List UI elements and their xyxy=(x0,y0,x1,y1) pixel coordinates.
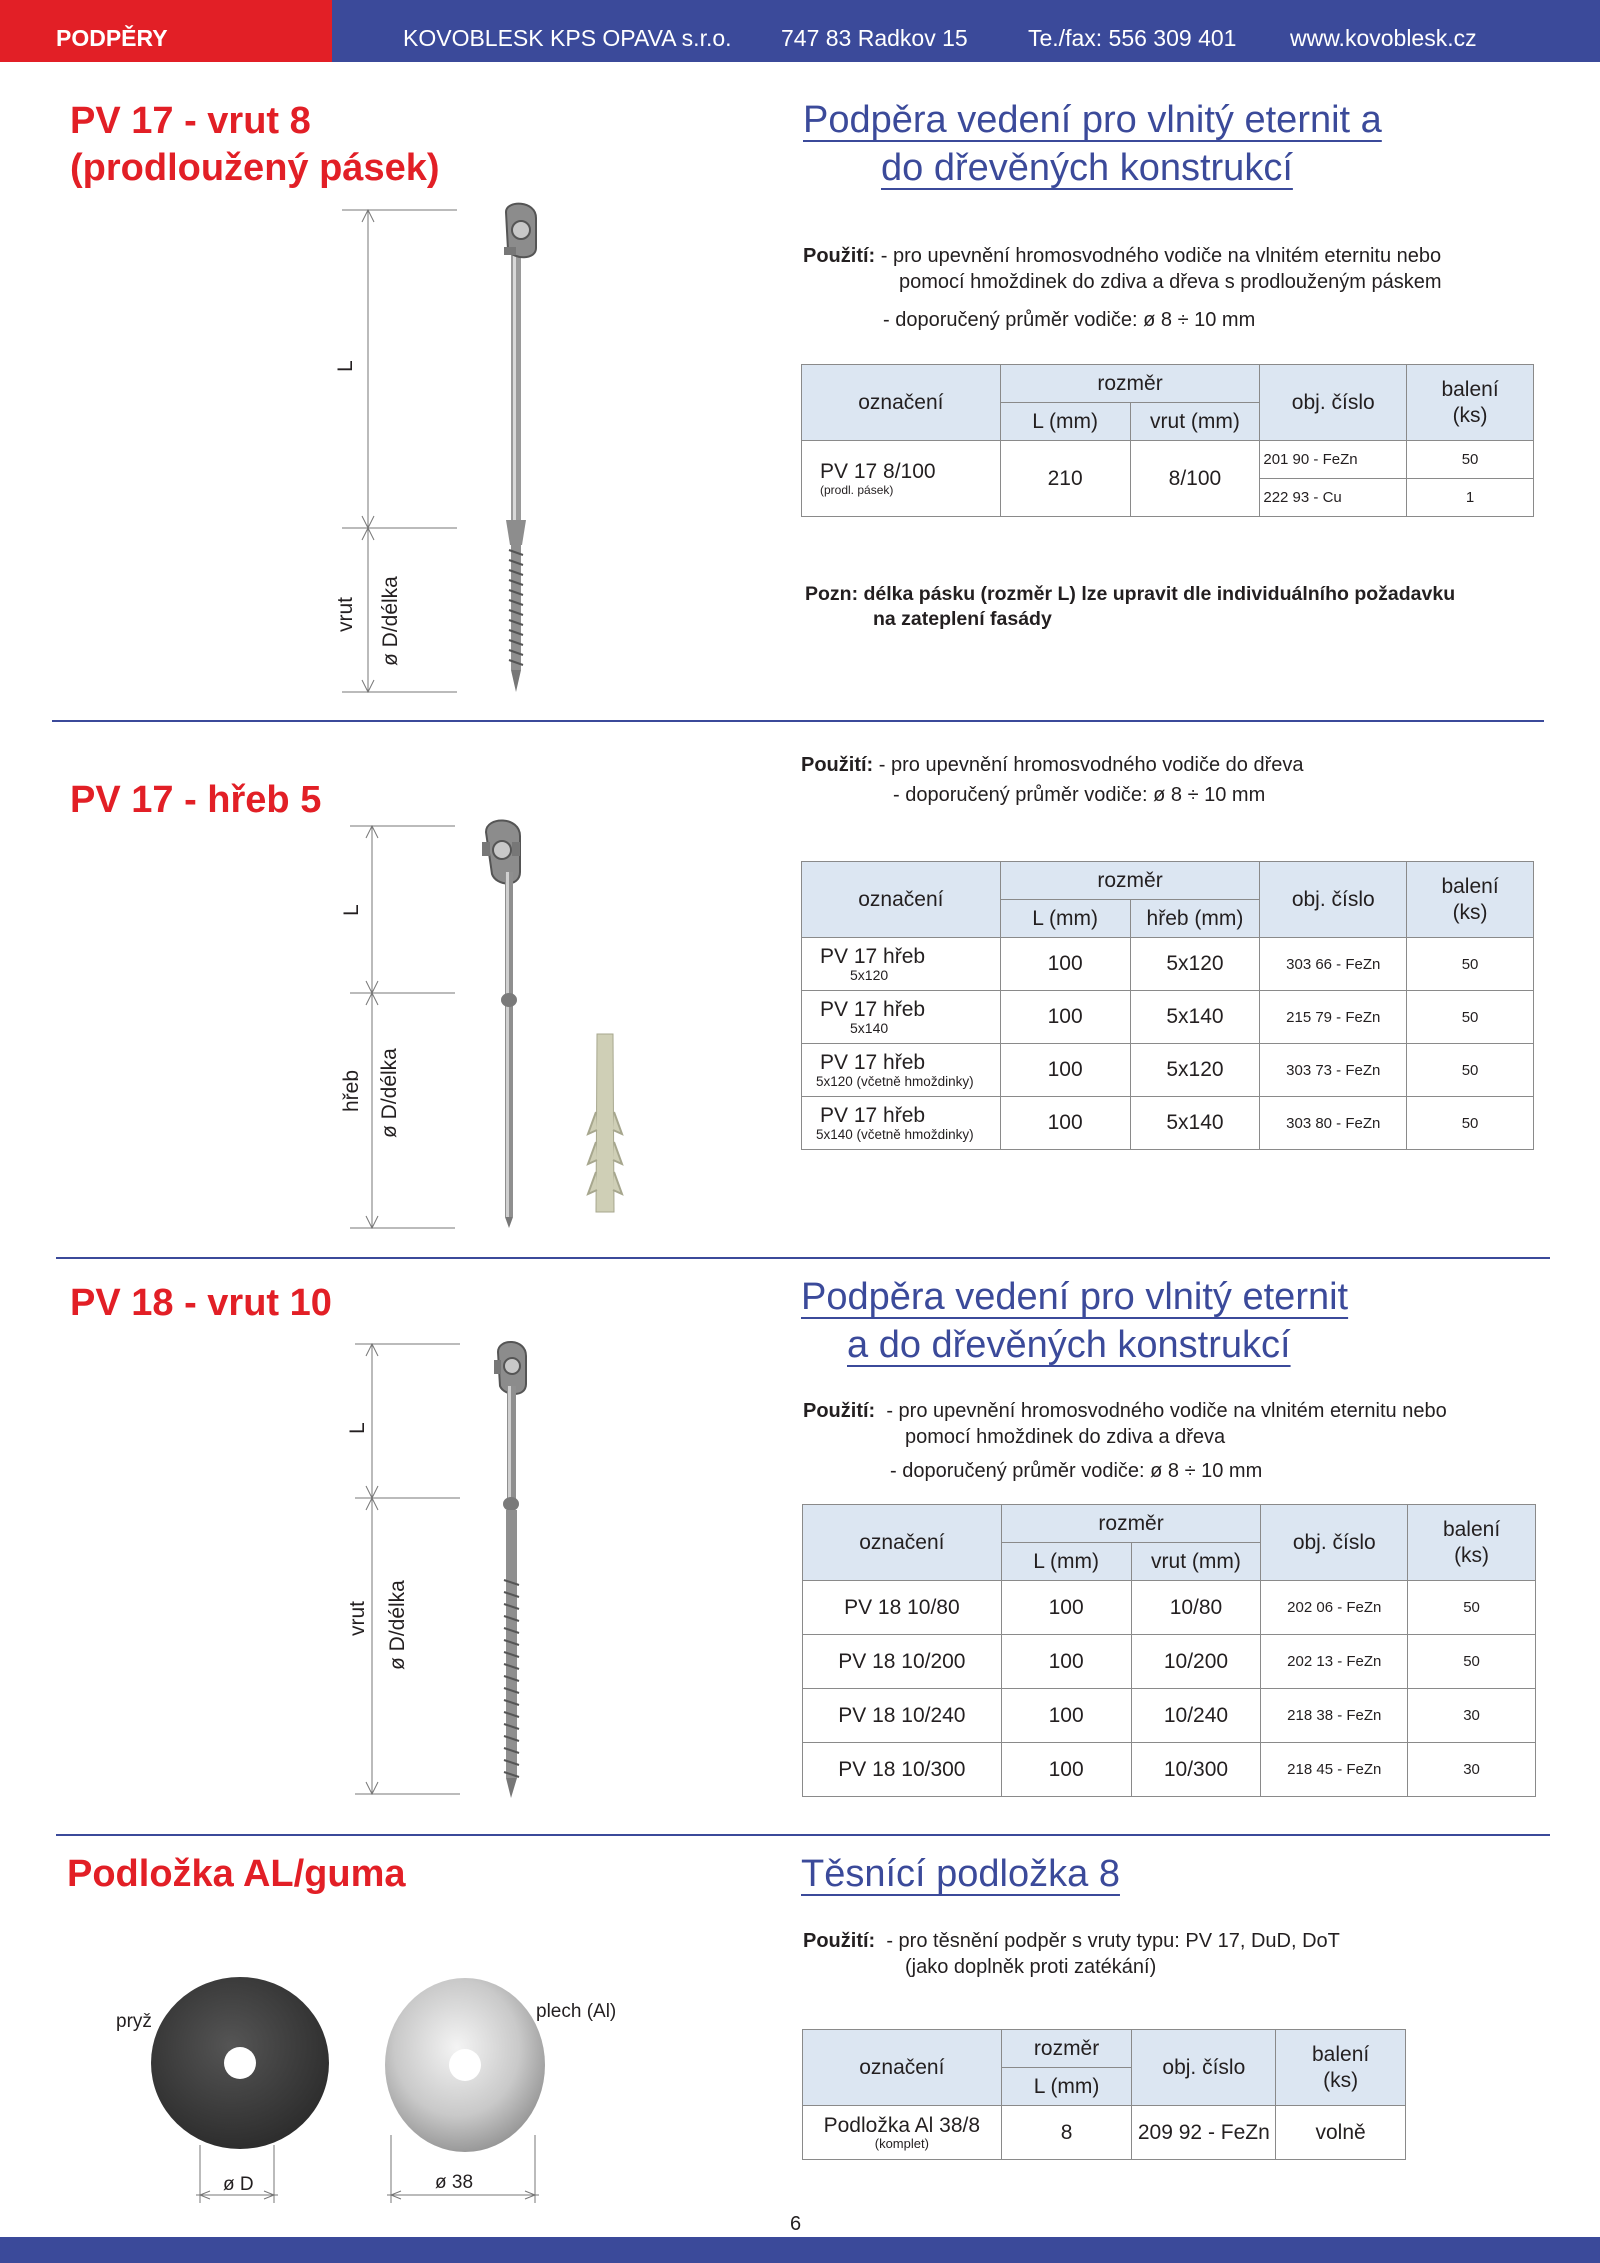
cell-vrut: 8/100 xyxy=(1130,441,1260,517)
spec-table xyxy=(802,2029,1406,2160)
section-heading-line1: Podpěra vedení pro vlnitý eternit a xyxy=(803,99,1382,141)
cell-size: 10/80 xyxy=(1131,1581,1261,1635)
usage-label: Použití: xyxy=(803,245,876,267)
page-number: 6 xyxy=(790,2213,802,2235)
cell-qty: 30 xyxy=(1408,1689,1536,1743)
section-heading xyxy=(801,1273,1348,1369)
usage-line: - pro těsnění podpěr s vruty typu: PV 17, DuD, DoT xyxy=(886,1930,1340,1952)
header-obj-cislo: obj. číslo xyxy=(1260,365,1407,441)
cell-size: 10/200 xyxy=(1131,1635,1261,1689)
header-L: L (mm) xyxy=(1000,403,1130,441)
cell-L: 8 xyxy=(1001,2106,1132,2160)
section-heading xyxy=(803,96,1382,192)
usage-line: - doporučený průměr vodiče: ø 8 ÷ 10 mm xyxy=(893,784,1266,806)
header-L: L (mm) xyxy=(1001,2068,1132,2106)
support-product-image xyxy=(494,1342,526,1798)
cell-size: 5x120 xyxy=(1130,1044,1260,1097)
cell-qty: 30 xyxy=(1408,1743,1536,1797)
company-website[interactable]: www.kovoblesk.cz xyxy=(1290,25,1477,51)
table-row xyxy=(803,1581,1536,1635)
section-heading-line: Těsnící podložka 8 xyxy=(801,1853,1120,1895)
cell-code: 202 06 - FeZn xyxy=(1261,1581,1408,1635)
header-rozmer: rozměr xyxy=(1000,365,1260,403)
spec-table xyxy=(801,364,1534,517)
header-rozmer: rozměr xyxy=(1000,862,1260,900)
cell-name: PV 18 10/200 xyxy=(803,1635,1002,1689)
header-rozmer: rozměr xyxy=(1001,2030,1132,2068)
usage-line: - pro upevnění hromosvodného vodiče do dřeva xyxy=(878,754,1304,776)
cell-name: PV 17 8/100 (prodl. pásek) xyxy=(802,441,1001,517)
cell-L: 100 xyxy=(1001,1743,1131,1797)
cell-L: 100 xyxy=(1001,1581,1131,1635)
spec-table xyxy=(801,861,1534,1150)
cell-L: 100 xyxy=(1001,1689,1131,1743)
usage-line: pomocí hmoždinek do zdiva a dřeva xyxy=(905,1426,1226,1448)
table-row xyxy=(802,1044,1534,1097)
footer-bar xyxy=(0,2237,1600,2263)
usage-line: - pro upevnění hromosvodného vodiče na vlnitém eternitu nebo xyxy=(886,1400,1447,1422)
product-title xyxy=(70,98,440,192)
product-title: Podložka AL/guma xyxy=(67,1853,406,1895)
table-row xyxy=(802,1097,1534,1150)
dimension-nail-label: hřeb xyxy=(340,1069,363,1112)
table-row xyxy=(802,938,1534,991)
usage-label: Použití: xyxy=(803,1930,876,1952)
cell-name: PV 17 hřeb 5x140 (včetně hmoždinky) xyxy=(802,1097,1001,1150)
dimension-L-label: L xyxy=(334,360,357,372)
cell-name: PV 17 hřeb 5x140 xyxy=(802,991,1001,1044)
cell-size: 5x140 xyxy=(1130,1097,1260,1150)
dimension-L-label: L xyxy=(346,1422,369,1434)
support-product-image xyxy=(482,820,520,1228)
dimension-screw-label: vrut xyxy=(346,1600,369,1636)
cell-L: 100 xyxy=(1000,1097,1130,1150)
table-row xyxy=(803,1635,1536,1689)
cell-name: PV 18 10/300 xyxy=(803,1743,1002,1797)
support-drawing xyxy=(300,1330,560,1810)
dimension-D-label: ø D xyxy=(223,2174,254,2195)
cell-L: 100 xyxy=(1000,991,1130,1044)
section-divider xyxy=(56,1257,1550,1259)
support-drawing xyxy=(300,812,660,1232)
aluminium-washer-image xyxy=(385,1978,545,2152)
cell-qty: 50 xyxy=(1407,441,1534,479)
cell-code: 303 66 - FeZn xyxy=(1260,938,1407,991)
cell-qty: volně xyxy=(1276,2106,1406,2160)
header-vrut: vrut (mm) xyxy=(1130,403,1260,441)
usage-text xyxy=(801,752,1304,808)
cell-qty: 50 xyxy=(1407,938,1534,991)
usage-line: - pro upevnění hromosvodného vodiče na vlnitém eternitu nebo xyxy=(880,245,1442,267)
company-name: KOVOBLESK KPS OPAVA s.r.o. xyxy=(403,25,732,51)
support-drawing xyxy=(300,200,540,700)
washer-drawing xyxy=(140,1985,660,2205)
header-L: L (mm) xyxy=(1000,900,1130,938)
dimension-diameter-label: ø D/délka xyxy=(386,1580,409,1670)
usage-text xyxy=(803,1398,1447,1484)
header-baleni: balení (ks) xyxy=(1407,365,1534,441)
usage-label: Použití: xyxy=(803,1400,876,1422)
note xyxy=(805,582,1455,632)
dimension-38-label: ø 38 xyxy=(435,2172,474,2193)
rubber-washer-image xyxy=(151,1977,329,2149)
cell-code: 218 38 - FeZn xyxy=(1261,1689,1408,1743)
cell-code: 209 92 - FeZn xyxy=(1132,2106,1276,2160)
cell-code: 222 93 - Cu xyxy=(1260,479,1407,517)
header-obj-cislo: obj. číslo xyxy=(1261,1505,1408,1581)
section-divider xyxy=(52,720,1544,722)
dimension-diameter-label: ø D/délka xyxy=(379,576,402,666)
section-title: PODPĚRY xyxy=(56,25,168,51)
header-oznaceni: označení xyxy=(803,2030,1002,2106)
cell-qty: 50 xyxy=(1407,1097,1534,1150)
cell-L: 100 xyxy=(1000,1044,1130,1097)
cell-qty: 50 xyxy=(1408,1581,1536,1635)
usage-text xyxy=(803,243,1442,333)
cell-qty: 50 xyxy=(1407,1044,1534,1097)
header-oznaceni: označení xyxy=(802,862,1001,938)
table-row xyxy=(802,991,1534,1044)
cell-qty: 50 xyxy=(1408,1635,1536,1689)
header-L: L (mm) xyxy=(1001,1543,1131,1581)
cell-L: 100 xyxy=(1001,1635,1131,1689)
header-baleni: balení (ks) xyxy=(1408,1505,1536,1581)
note-label: Pozn: xyxy=(805,583,859,605)
support-product-image xyxy=(504,204,536,692)
usage-line: - doporučený průměr vodiče: ø 8 ÷ 10 mm xyxy=(883,309,1256,331)
product-title-line1: PV 17 - vrut 8 xyxy=(70,100,311,142)
cell-code: 202 13 - FeZn xyxy=(1261,1635,1408,1689)
section-heading-line1: Podpěra vedení pro vlnitý eternit xyxy=(801,1276,1349,1318)
dimension-diameter-label: ø D/délka xyxy=(378,1048,401,1138)
table-row xyxy=(802,441,1534,479)
usage-line: - doporučený průměr vodiče: ø 8 ÷ 10 mm xyxy=(890,1460,1263,1482)
cell-L: 210 xyxy=(1000,441,1130,517)
usage-line: (jako doplněk proti zatékání) xyxy=(905,1956,1157,1978)
header-oznaceni: označení xyxy=(803,1505,1002,1581)
section-divider xyxy=(56,1834,1550,1836)
header-baleni: balení (ks) xyxy=(1276,2030,1406,2106)
cell-code: 303 73 - FeZn xyxy=(1260,1044,1407,1097)
usage-label: Použití: xyxy=(801,754,874,776)
header-obj-cislo: obj. číslo xyxy=(1132,2030,1276,2106)
cell-name: PV 17 hřeb 5x120 (včetně hmoždinky) xyxy=(802,1044,1001,1097)
cell-name: PV 17 hřeb 5x120 xyxy=(802,938,1001,991)
table-row xyxy=(803,1743,1536,1797)
header-obj-cislo: obj. číslo xyxy=(1260,862,1407,938)
header-vrut: vrut (mm) xyxy=(1131,1543,1261,1581)
company-address: 747 83 Radkov 15 xyxy=(781,25,968,51)
header-bar xyxy=(0,0,1600,62)
rubber-label: pryž xyxy=(116,2011,152,2032)
product-title-line2: (prodloužený pásek) xyxy=(70,147,440,189)
company-phone: Te./fax: 556 309 401 xyxy=(1028,25,1237,51)
table-row xyxy=(803,1689,1536,1743)
note-line: délka pásku (rozměr L) lze upravit dle individuálního požadavku xyxy=(863,583,1456,605)
dowel-image xyxy=(588,1034,622,1212)
cell-code: 201 90 - FeZn xyxy=(1260,441,1407,479)
header-oznaceni: označení xyxy=(802,365,1001,441)
note-line: na zateplení fasády xyxy=(873,608,1052,630)
dimension-L-label: L xyxy=(340,904,363,916)
spec-table xyxy=(802,1504,1536,1797)
cell-code: 303 80 - FeZn xyxy=(1260,1097,1407,1150)
sheet-label: plech (Al) xyxy=(536,2001,617,2022)
cell-qty: 1 xyxy=(1407,479,1534,517)
header-hreb: hřeb (mm) xyxy=(1130,900,1260,938)
cell-code: 215 79 - FeZn xyxy=(1260,991,1407,1044)
header-rozmer: rozměr xyxy=(1001,1505,1261,1543)
cell-name: PV 18 10/80 xyxy=(803,1581,1002,1635)
cell-size: 10/240 xyxy=(1131,1689,1261,1743)
product-title: PV 18 - vrut 10 xyxy=(70,1282,332,1324)
usage-line: pomocí hmoždinek do zdiva a dřeva s prodlouženým páskem xyxy=(899,271,1442,293)
section-heading-line2: a do dřevěných konstrukcí xyxy=(847,1324,1291,1366)
cell-code: 218 45 - FeZn xyxy=(1261,1743,1408,1797)
cell-name: PV 18 10/240 xyxy=(803,1689,1002,1743)
section-heading xyxy=(801,1850,1120,1898)
product-title: PV 17 - hřeb 5 xyxy=(70,779,322,821)
section-heading-line2: do dřevěných konstrukcí xyxy=(881,147,1293,189)
cell-qty: 50 xyxy=(1407,991,1534,1044)
dimension-screw-label: vrut xyxy=(334,596,357,632)
cell-L: 100 xyxy=(1000,938,1130,991)
cell-name: Podložka Al 38/8 (komplet) xyxy=(803,2106,1002,2160)
cell-size: 10/300 xyxy=(1131,1743,1261,1797)
table-row xyxy=(803,2106,1406,2160)
usage-text xyxy=(803,1928,1340,1980)
header-baleni: balení (ks) xyxy=(1407,862,1534,938)
cell-size: 5x120 xyxy=(1130,938,1260,991)
cell-size: 5x140 xyxy=(1130,991,1260,1044)
